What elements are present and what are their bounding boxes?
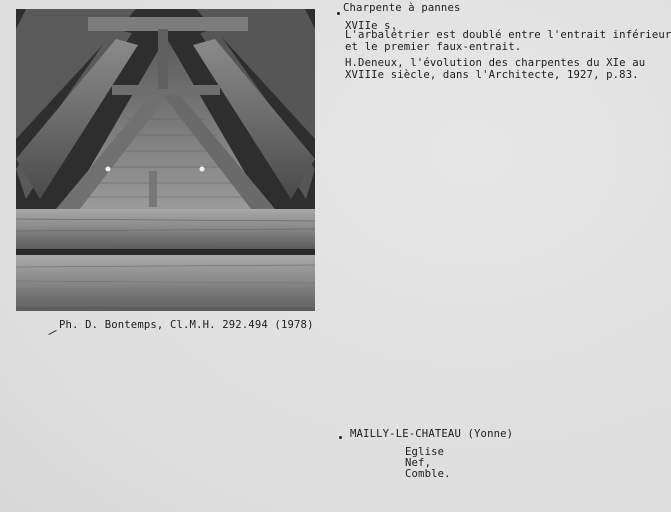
roof-truss-photo xyxy=(16,9,315,311)
record-reference-line-2: XVIIIe siècle, dans l'Architecte, 1927, p.83. xyxy=(345,69,639,81)
pen-mark-icon xyxy=(48,330,56,335)
building-part-1: Nef, xyxy=(405,457,432,469)
record-title: Charpente à pannes xyxy=(343,2,461,14)
bullet-dot-icon xyxy=(339,436,342,439)
record-description-line-1: L'arbalétrier est doublé entre l'entrait inférieur xyxy=(345,29,671,41)
bullet-dot-icon xyxy=(337,12,340,15)
record-date: XVIIe s. xyxy=(345,20,398,32)
photo-credit: Ph. D. Bontemps, Cl.M.H. 292.494 (1978) xyxy=(59,319,314,331)
record-description-line-2: et le premier faux-entrait. xyxy=(345,41,522,53)
location: MAILLY-LE-CHATEAU (Yonne) xyxy=(350,428,514,440)
building-part-2: Comble. xyxy=(405,468,451,480)
building-name: Eglise xyxy=(405,446,445,458)
roof-truss-photo-drawing xyxy=(16,9,315,311)
record-reference-line-1: H.Deneux, l'évolution des charpentes du XIe au xyxy=(345,57,646,69)
